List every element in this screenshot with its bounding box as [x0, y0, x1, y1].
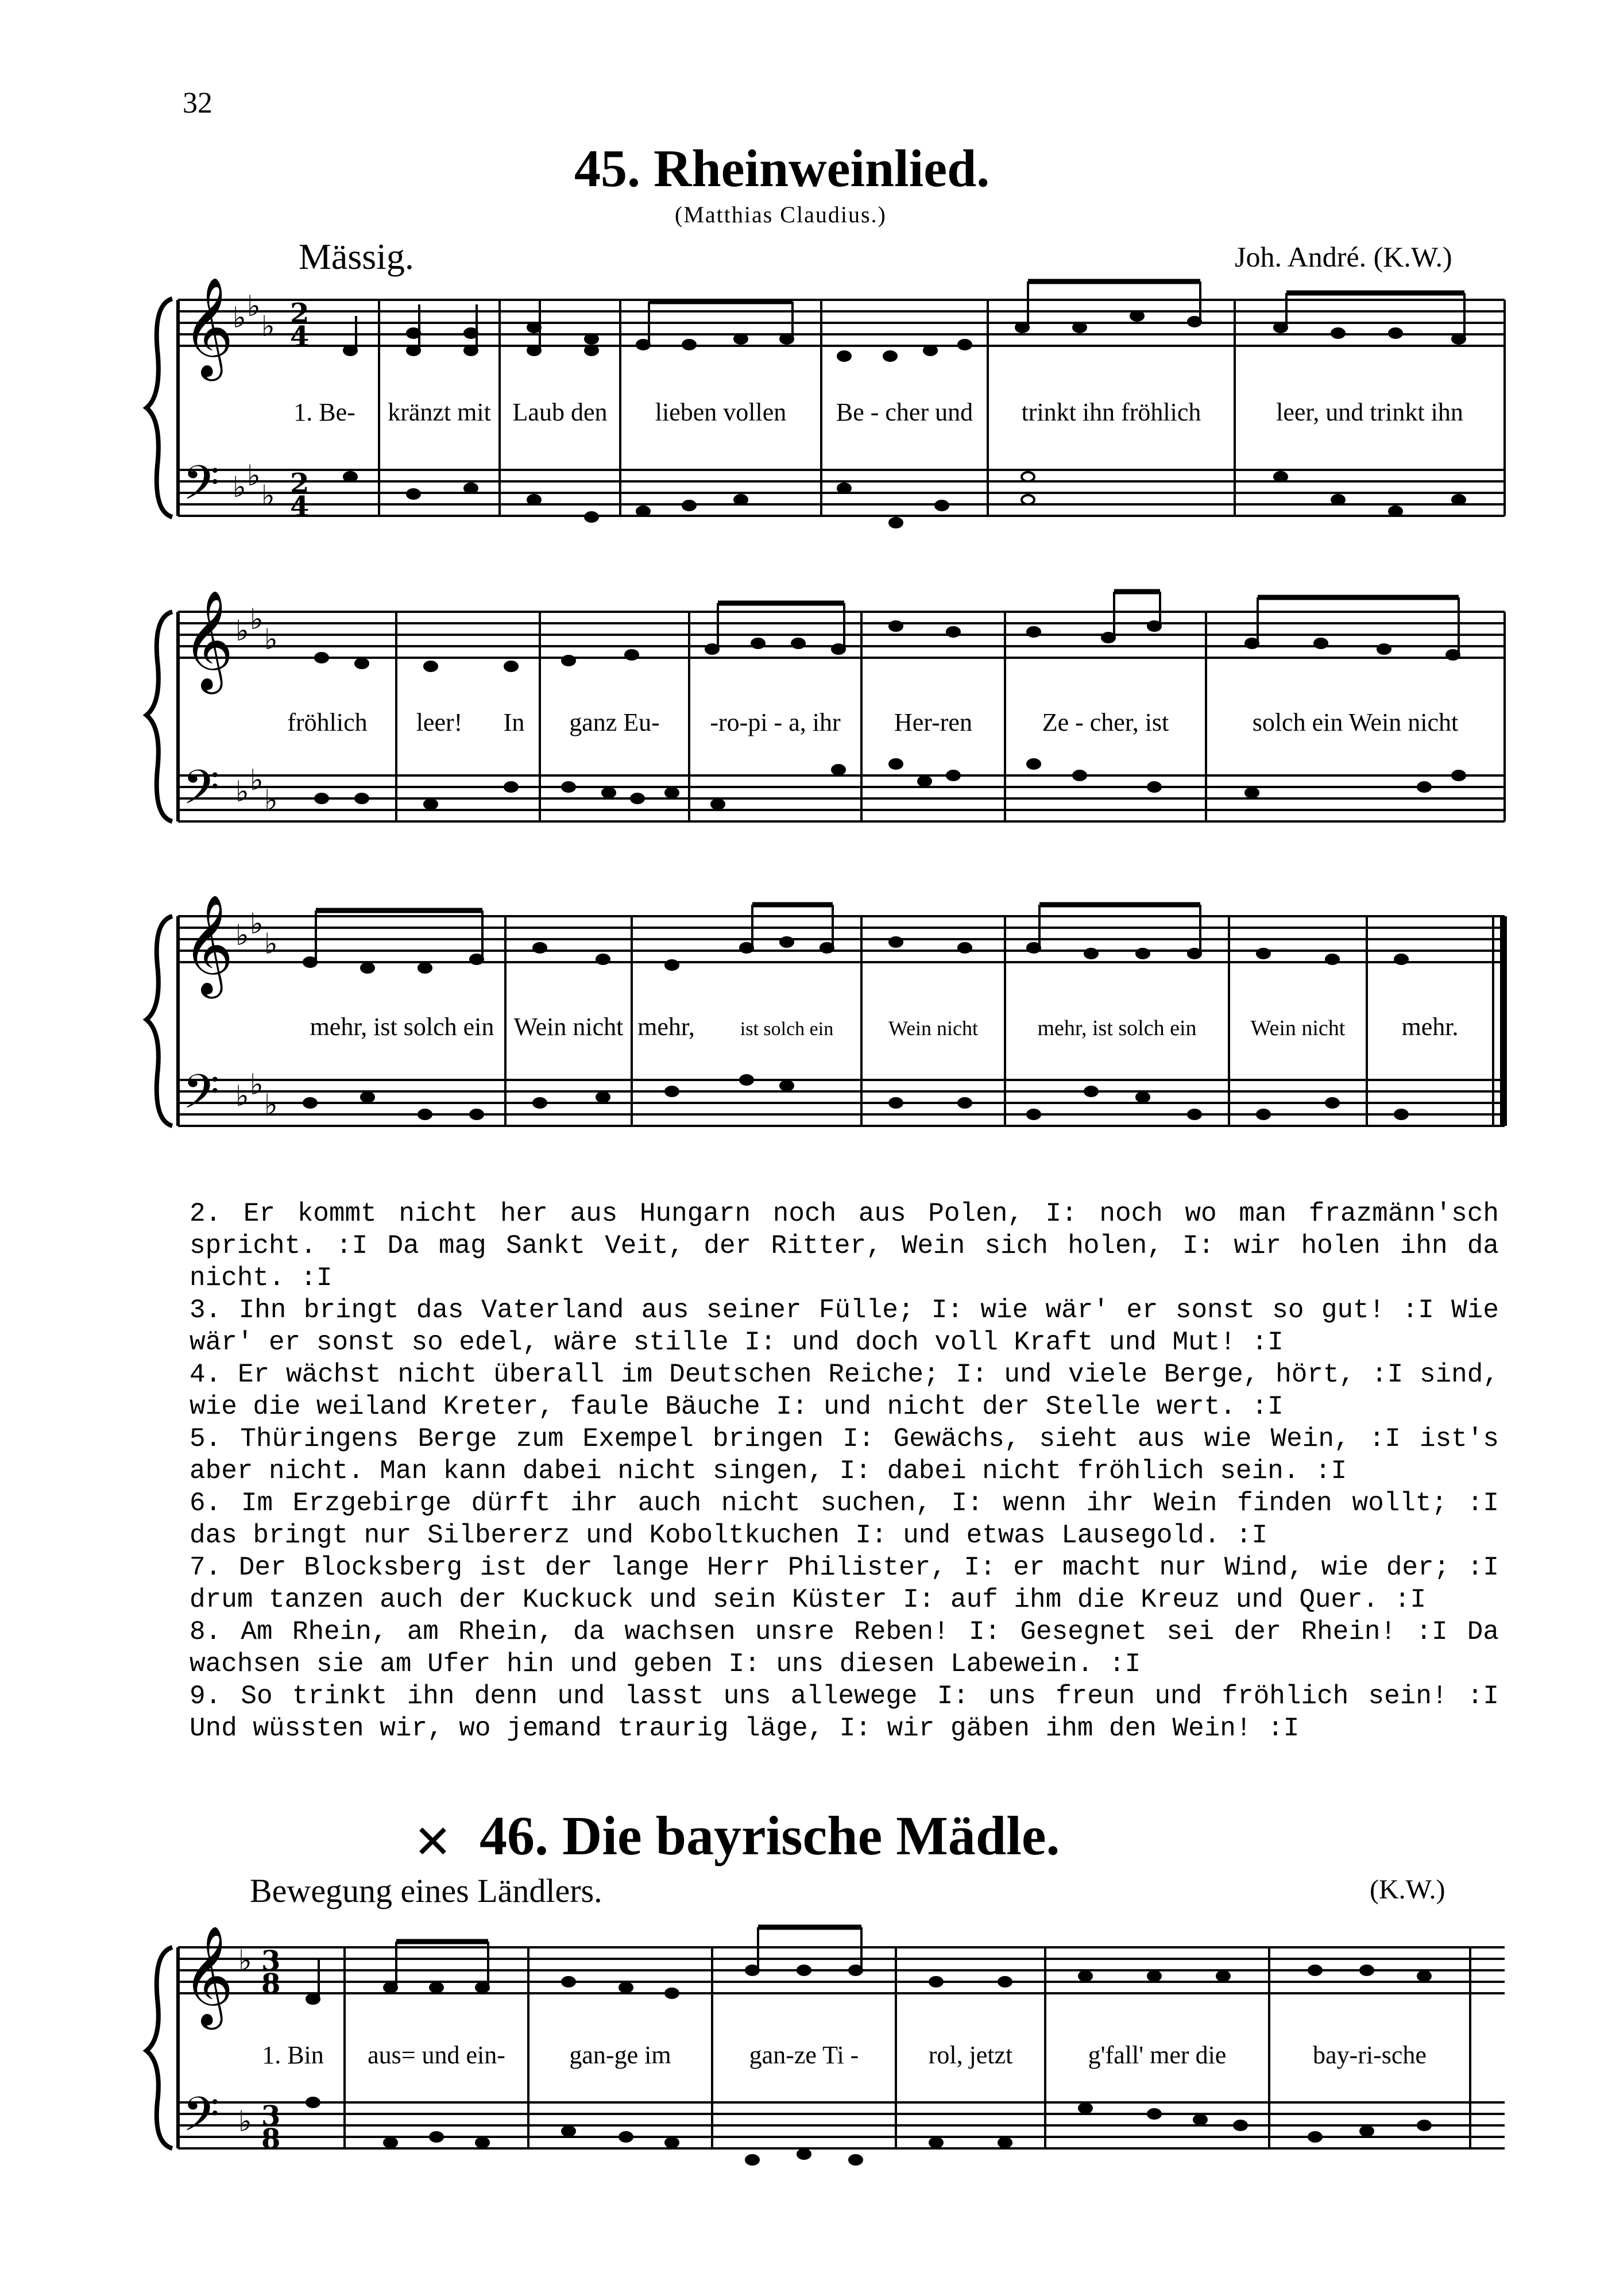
lyric-syllable: In [503, 708, 525, 736]
page-number: 32 [183, 87, 212, 119]
svg-text:2: 2 [290, 298, 310, 330]
lyric-syllable: -ro-pi - a, ihr [710, 708, 841, 736]
svg-text:𝄞: 𝄞 [183, 894, 234, 994]
lyric-syllable: bay-ri-sche [1313, 2041, 1427, 2069]
svg-text:4: 4 [290, 491, 310, 523]
svg-text:♭: ♭ [264, 623, 278, 656]
lyric-syllable: Wein nicht [513, 1013, 624, 1041]
lyric-syllable: gan-ze Ti - [749, 2041, 859, 2069]
lyric-syllable: Laub den [512, 398, 608, 426]
lyric-syllable: leer! [416, 708, 463, 736]
verse-3: 3. Ihn bringt das Vaterland aus seiner Fülle; I: wie wär' er sonst so gut! :I Wie wär' er sonst so edel, wäre stille I: und doch voll Kraft und Mut! :I [190, 1295, 1499, 1357]
svg-text:𝄞: 𝄞 [183, 277, 234, 377]
verse-8: 8. Am Rhein, am Rhein, da wachsen unsre Reben! I: Gesegnet sei der Rhein! :I Da wachsen sie am Ufer hin und geben I: uns diesen Labewein. :I [190, 1617, 1499, 1679]
svg-text:𝄢: 𝄢 [183, 455, 220, 522]
lyric-syllable: rol, jetzt [928, 2041, 1013, 2069]
svg-text:𝄢: 𝄢 [183, 2086, 220, 2154]
svg-text:𝄞: 𝄞 [183, 1925, 234, 2025]
lyric-syllable: Be - cher und [836, 398, 973, 426]
verse-2: 2. Er kommt nicht her aus Hungarn noch aus Polen, I: noch wo man frazmänn'sch spricht. :I Da mag Sankt Veit, der Ritter, Wein sich holen, I: wir holen ihn da nicht. :I [190, 1199, 1499, 1293]
music-system-4 [0, 1913, 1608, 2189]
song-author-45: (Matthias Claudius.) [675, 202, 887, 227]
lyric-syllable: 1. Be- [293, 398, 355, 426]
svg-text:♭: ♭ [247, 459, 261, 492]
cross-mark: ✕ [413, 1817, 453, 1868]
svg-text:♭: ♭ [264, 784, 278, 817]
lyric-syllable: Ze - cher, ist [1042, 708, 1169, 736]
svg-text:𝄞: 𝄞 [183, 590, 234, 690]
svg-text:𝄢: 𝄢 [183, 759, 220, 827]
lyric-syllable: fröhlich [287, 708, 368, 736]
verse-9: 9. So trinkt ihn denn und lasst uns allewege I: uns freun und fröhlich sein! :I Und wüssten wir, wo jemand traurig läge, I: wir gäben ihm den Wein! :I [190, 1681, 1499, 1743]
svg-text:3: 3 [261, 2100, 281, 2132]
lyric-syllable: trinkt ihn fröhlich [1021, 398, 1201, 426]
verse-7: 7. Der Blocksberg ist der lange Herr Philister, I: er macht nur Wind, wie der; :I drum tanzen auch der Kuckuck und sein Küster I: auf ihm die Kreuz und Quer. :I [190, 1553, 1499, 1615]
svg-text:♭: ♭ [261, 310, 275, 343]
lyric-syllable: Wein nicht [888, 1017, 979, 1040]
lyric-syllable: ist solch ein [740, 1018, 834, 1040]
svg-text:2: 2 [290, 468, 310, 500]
svg-text:♭: ♭ [238, 2105, 252, 2138]
svg-text:8: 8 [261, 2123, 281, 2155]
svg-text:♭: ♭ [235, 1079, 249, 1113]
verse-5: 5. Thüringens Berge zum Exempel bringen I: Gewächs, sieht aus wie Wein, :I ist's aber nicht. Man kann dabei nicht singen, I: dabei nicht fröhlich sein. :I [190, 1424, 1499, 1486]
tempo-marking-46: Bewegung eines Ländlers. [250, 1872, 602, 1909]
svg-text:♭: ♭ [235, 614, 249, 647]
music-system-1 [0, 270, 1608, 546]
svg-text:♭: ♭ [250, 907, 264, 940]
verse-6: 6. Im Erzgebirge dürft ihr auch nicht suchen, I: wenn ihr Wein finden wollt; :I das bringt nur Silbererz und Koboltkuchen I: und etwas Lausegold. :I [190, 1488, 1499, 1550]
svg-text:♭: ♭ [250, 1068, 264, 1101]
lyric-syllable: mehr, ist solch ein [1037, 1016, 1197, 1040]
song-title-45: 45. Rheinweinlied. [574, 139, 990, 198]
lyric-syllable: mehr, [637, 1013, 695, 1041]
svg-text:♭: ♭ [238, 1944, 252, 1977]
svg-text:8: 8 [261, 1968, 281, 2000]
lyric-syllable: kränzt mit [388, 398, 491, 426]
lyric-syllable: lieben vollen [655, 398, 787, 426]
svg-text:♭: ♭ [235, 775, 249, 808]
song-title-46: 46. Die bayrische Mädle. [480, 1805, 1060, 1866]
verse-4: 4. Er wächst nicht überall im Deutschen Reiche; I: und viele Berge, hört, :I sind, wie die weiland Kreter, faule Bäuche I: und nicht der Stelle wert. :I [190, 1360, 1499, 1422]
lyric-syllable: g'fall' mer die [1088, 2041, 1227, 2069]
music-system-2 [0, 580, 1608, 850]
svg-text:♭: ♭ [264, 1088, 278, 1121]
lyric-syllable: ganz Eu- [569, 708, 660, 736]
lyric-syllable: Wein nicht [1250, 1016, 1346, 1040]
svg-text:♭: ♭ [233, 301, 246, 334]
svg-text:♭: ♭ [233, 470, 246, 504]
svg-text:♭: ♭ [261, 479, 275, 512]
lyric-syllable: solch ein Wein nicht [1252, 708, 1459, 736]
svg-text:4: 4 [290, 321, 310, 353]
svg-text:♭: ♭ [264, 927, 278, 960]
lyric-syllable: mehr, ist solch ein [310, 1013, 494, 1041]
svg-text:3: 3 [261, 1945, 281, 1977]
lyric-syllable: aus= und ein- [368, 2041, 505, 2069]
composer-credit-45: Joh. André. (K.W.) [1235, 241, 1452, 273]
svg-text:♭: ♭ [250, 603, 264, 636]
svg-text:♭: ♭ [247, 290, 261, 323]
lyric-syllable: leer, und trinkt ihn [1276, 398, 1463, 426]
svg-text:♭: ♭ [250, 763, 264, 797]
lyric-syllable: Her-ren [894, 708, 972, 736]
music-system-3 [0, 885, 1608, 1155]
lyric-syllable: gan-ge im [569, 2041, 671, 2069]
lyric-syllable: mehr. [1401, 1013, 1459, 1041]
verses-block [190, 1198, 1499, 1745]
lyric-syllable: 1. Bin [262, 2041, 324, 2069]
tempo-marking-45: Mässig. [299, 236, 414, 277]
svg-text:♭: ♭ [235, 919, 249, 952]
svg-text:𝄢: 𝄢 [183, 1064, 220, 1131]
composer-credit-46: (K.W.) [1370, 1874, 1445, 1905]
